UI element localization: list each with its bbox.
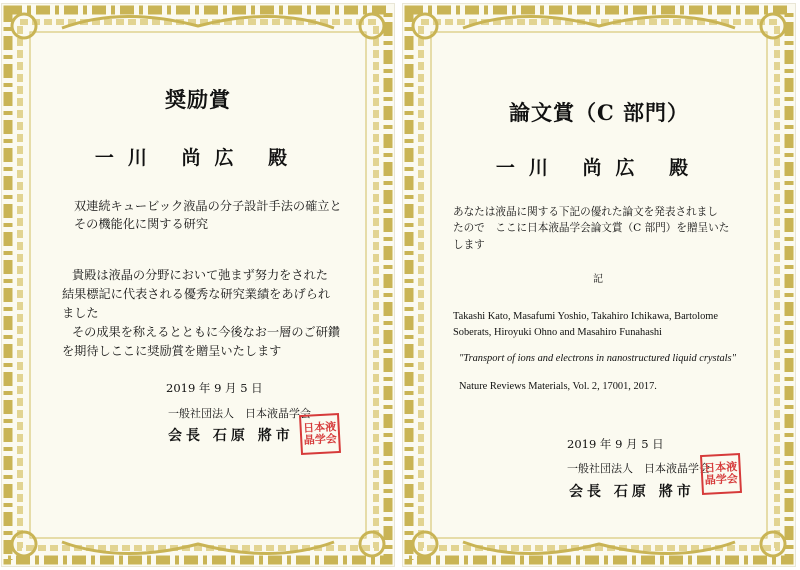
intro-line: たので ここに日本液晶学会論文賞（C 部門）を贈呈いた bbox=[453, 222, 730, 235]
recipient-name: 一川 尚広 殿 bbox=[94, 147, 302, 169]
organization: 一般社団法人 日本液晶学会 bbox=[567, 462, 710, 475]
authors-line: Takashi Kato, Masafumi Yoshio, Takahiro Ichikawa, Bartolome bbox=[453, 311, 718, 322]
award-date: 2019 年 9 月 5 日 bbox=[567, 437, 664, 451]
body-line: その成果を称えるとともに今後なお一層のご研鑽 bbox=[72, 324, 341, 339]
seal-text: 日本液晶学会 bbox=[703, 460, 739, 487]
certificate-paper-award bbox=[403, 4, 795, 566]
award-body bbox=[62, 266, 340, 361]
president-signature: 会長 石原 將市 bbox=[168, 428, 294, 444]
president-signature: 会長 石原 將市 bbox=[569, 484, 695, 500]
body-line: ました bbox=[62, 305, 99, 320]
body-line: 貴殿は液晶の分野において弛まず努力をされた bbox=[72, 268, 328, 282]
journal-citation: Nature Reviews Materials, Vol. 2, 17001, 2017. bbox=[459, 381, 657, 392]
award-title: 奨励賞 bbox=[165, 87, 231, 112]
certificate-encouragement-award bbox=[2, 4, 394, 566]
intro-line: あなたは液晶に関する下記の優れた論文を発表されまし bbox=[453, 206, 718, 218]
body-line: を期待しここに奨励賞を贈呈いたします bbox=[62, 343, 282, 358]
body-line: 結果標記に代表される優秀な研究業績をあげられ bbox=[62, 286, 331, 301]
authors-line: Soberats, Hiroyuki Ohno and Masahiro Funahashi bbox=[453, 327, 662, 339]
research-title bbox=[74, 197, 342, 234]
official-seal bbox=[700, 453, 742, 495]
recipient-name: 一川 尚広 殿 bbox=[495, 157, 703, 179]
paper-title: "Transport of ions and electrons in nanostructured liquid crystals" bbox=[459, 353, 736, 364]
intro-line: します bbox=[453, 238, 485, 251]
research-title-line: その機能化に関する研究 bbox=[74, 217, 209, 232]
official-seal bbox=[299, 413, 341, 455]
award-title: 論文賞（C 部門） bbox=[508, 100, 690, 125]
seal-text: 日本液晶学会 bbox=[302, 420, 338, 447]
award-date: 2019 年 9 月 5 日 bbox=[166, 381, 263, 395]
organization: 一般社団法人 日本液晶学会 bbox=[168, 407, 311, 420]
ki-mark: 記 bbox=[593, 274, 603, 285]
research-title-line: 双連続キュービック液晶の分子設計手法の確立と bbox=[74, 199, 342, 213]
award-intro bbox=[453, 204, 729, 253]
paper-authors bbox=[453, 309, 718, 341]
